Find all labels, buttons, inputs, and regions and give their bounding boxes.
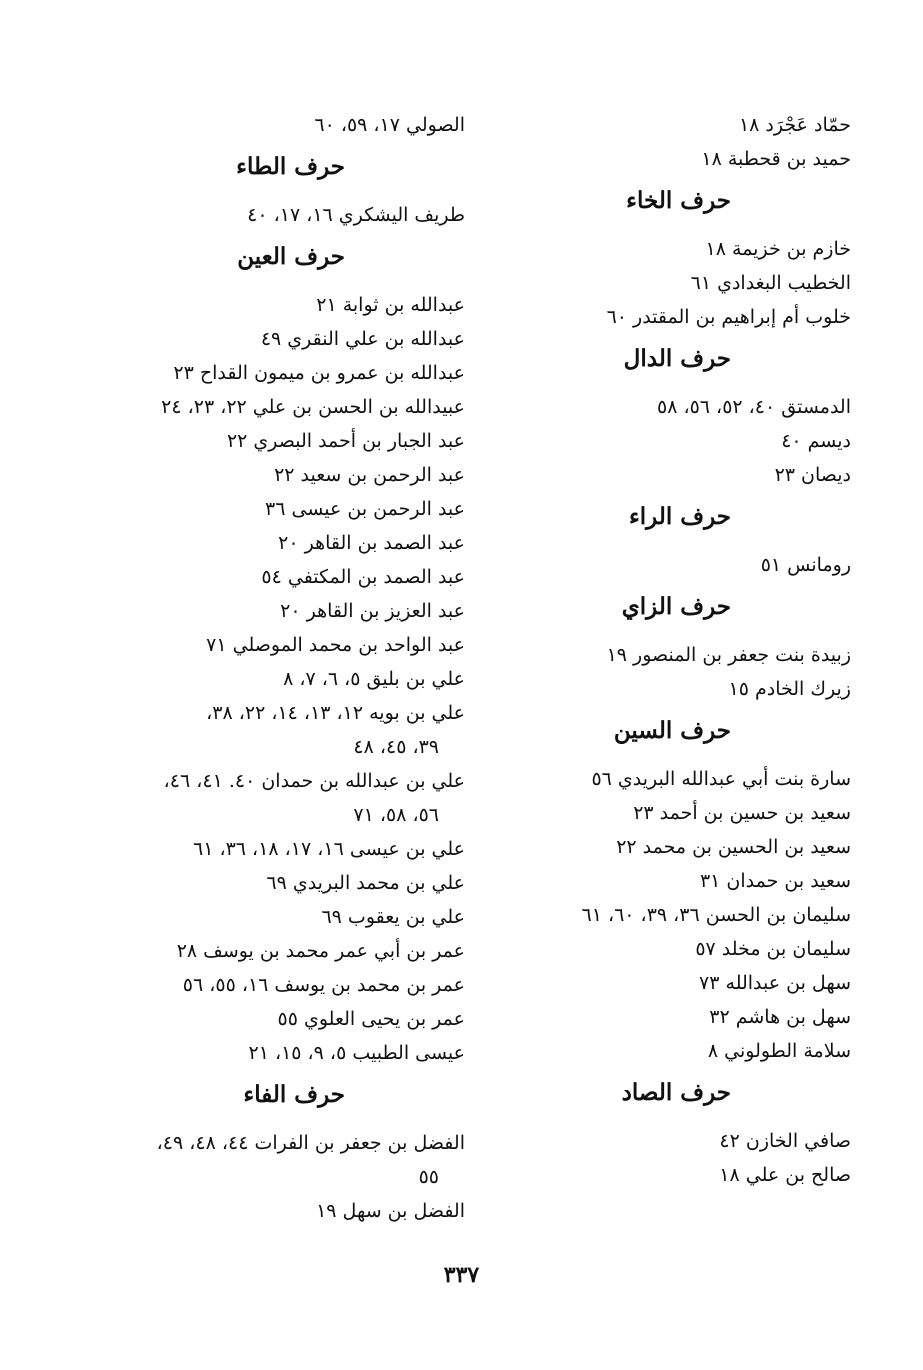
index-entry: علي بن عيسى ١٦، ١٧، ١٨، ٣٦، ٦١ [193,838,465,860]
index-entry: علي بن بليق ٥، ٦، ٧، ٨ [283,668,465,690]
page-number: ٣٣٧ [443,1262,480,1288]
index-entry: سارة بنت أبي عبدالله البريدي ٥٦ [591,768,851,790]
index-entry: خازم بن خزيمة ١٨ [705,238,851,260]
index-entry: علي بن عبدالله بن حمدان ٤٠. ٤١، ٤٦، [163,770,465,792]
index-entry: الدمستق ٤٠، ٥٢، ٥٦، ٥٨ [657,396,851,418]
index-entry: عبدالله بن علي النقري ٤٩ [260,328,465,350]
index-entry: عبد الجبار بن أحمد البصري ٢٢ [226,430,465,452]
section-heading: حرف الراء [628,503,731,530]
section-fa [65,1078,465,1228]
section-ra [471,500,851,582]
index-entry: زبيدة بنت جعفر بن المنصور ١٩ [606,644,851,666]
index-entry: عبدالله بن عمرو بن ميمون القداح ٢٣ [173,362,465,384]
section-kha [471,184,851,334]
section-heading: حرف الخاء [626,187,731,214]
section-sin [471,714,851,1068]
index-column-left [65,108,465,1228]
index-entry: عبد الواحد بن محمد الموصلي ٧١ [206,634,465,656]
section-heading: حرف السين [613,717,731,744]
index-entry: الفضل بن سهل ١٩ [316,1200,465,1222]
index-entry: ديصان ٢٣ [774,464,851,486]
section-heading: حرف الدال [623,345,731,372]
index-entry: الصولي ١٧، ٥٩، ٦٠ [314,114,465,136]
index-entry: حمّاد عَجْرَد ١٨ [738,114,851,136]
index-entry-continuation: ٥٦، ٥٨، ٧١ [353,804,439,826]
index-entry: عمر بن أبي عمر محمد بن يوسف ٢٨ [176,940,465,962]
index-entry: سعيد بن الحسين بن محمد ٢٢ [616,836,851,858]
index-entry: رومانس ٥١ [760,554,851,576]
index-entry: الفضل بن جعفر بن الفرات ٤٤، ٤٨، ٤٩، [156,1132,465,1154]
section-zay [471,590,851,706]
index-entry: عبد الرحمن بن سعيد ٢٢ [274,464,465,486]
index-entry: عمر بن محمد بن يوسف ١٦، ٥٥، ٥٦ [182,974,465,996]
index-entry: حميد بن قحطبة ١٨ [701,148,851,170]
index-entry: سعيد بن حمدان ٣١ [699,870,851,892]
section-sad [471,1076,851,1192]
index-entry-continuation: ٥٥ [418,1166,439,1188]
index-entry: علي بن يعقوب ٦٩ [321,906,465,928]
index-entry: عيسى الطبيب ٥، ٩، ١٥، ٢١ [248,1042,465,1064]
section-heading: حرف الصاد [621,1079,731,1106]
index-entry: سليمان بن مخلد ٥٧ [695,938,851,960]
section-ayn [65,240,465,1070]
index-entry: ديسم ٤٠ [781,430,851,452]
index-entry: سلامة الطولوني ٨ [707,1040,851,1062]
index-entry: صالح بن علي ١٨ [719,1164,851,1186]
index-entry: عبد الرحمن بن عيسى ٣٦ [265,498,465,520]
index-entry: عبد الصمد بن القاهر ٢٠ [278,532,465,554]
section-ta [65,150,465,232]
section-heading: حرف الطاء [236,153,345,180]
section-heading: حرف العين [237,243,345,270]
index-entry: طريف اليشكري ١٦، ١٧، ٤٠ [247,204,465,226]
index-entry: صافي الخازن ٤٢ [719,1130,851,1152]
index-entry: سليمان بن الحسن ٣٦، ٣٩، ٦٠، ٦١ [581,904,851,926]
index-entry-continuation: ٣٩، ٤٥، ٤٨ [353,736,439,758]
index-entry: عبد العزيز بن القاهر ٢٠ [280,600,465,622]
section-heading: حرف الزاي [621,593,731,620]
index-entry: سعيد بن حسين بن أحمد ٢٣ [633,802,851,824]
section-heading: حرف الفاء [243,1081,345,1108]
index-entry: خلوب أم إبراهيم بن المقتدر ٦٠ [606,306,851,328]
index-entry: عبد الصمد بن المكتفي ٥٤ [261,566,465,588]
index-entry: علي بن محمد البريدي ٦٩ [266,872,465,894]
section-dal [471,342,851,492]
index-entry: عمر بن يحيى العلوي ٥٥ [277,1008,465,1030]
index-entry: الخطيب البغدادي ٦١ [690,272,851,294]
index-entry: زيرك الخادم ١٥ [728,678,851,700]
index-entry: عبيدالله بن الحسن بن علي ٢٢، ٢٣، ٢٤ [161,396,465,418]
index-entry: عبدالله بن ثوابة ٢١ [316,294,465,316]
index-column-right [471,108,851,1192]
index-entry: سهل بن عبدالله ٧٣ [699,972,851,994]
index-entry: علي بن بويه ١٢، ١٣، ١٤، ٢٢، ٣٨، [206,702,465,724]
index-entry: سهل بن هاشم ٣٢ [709,1006,851,1028]
